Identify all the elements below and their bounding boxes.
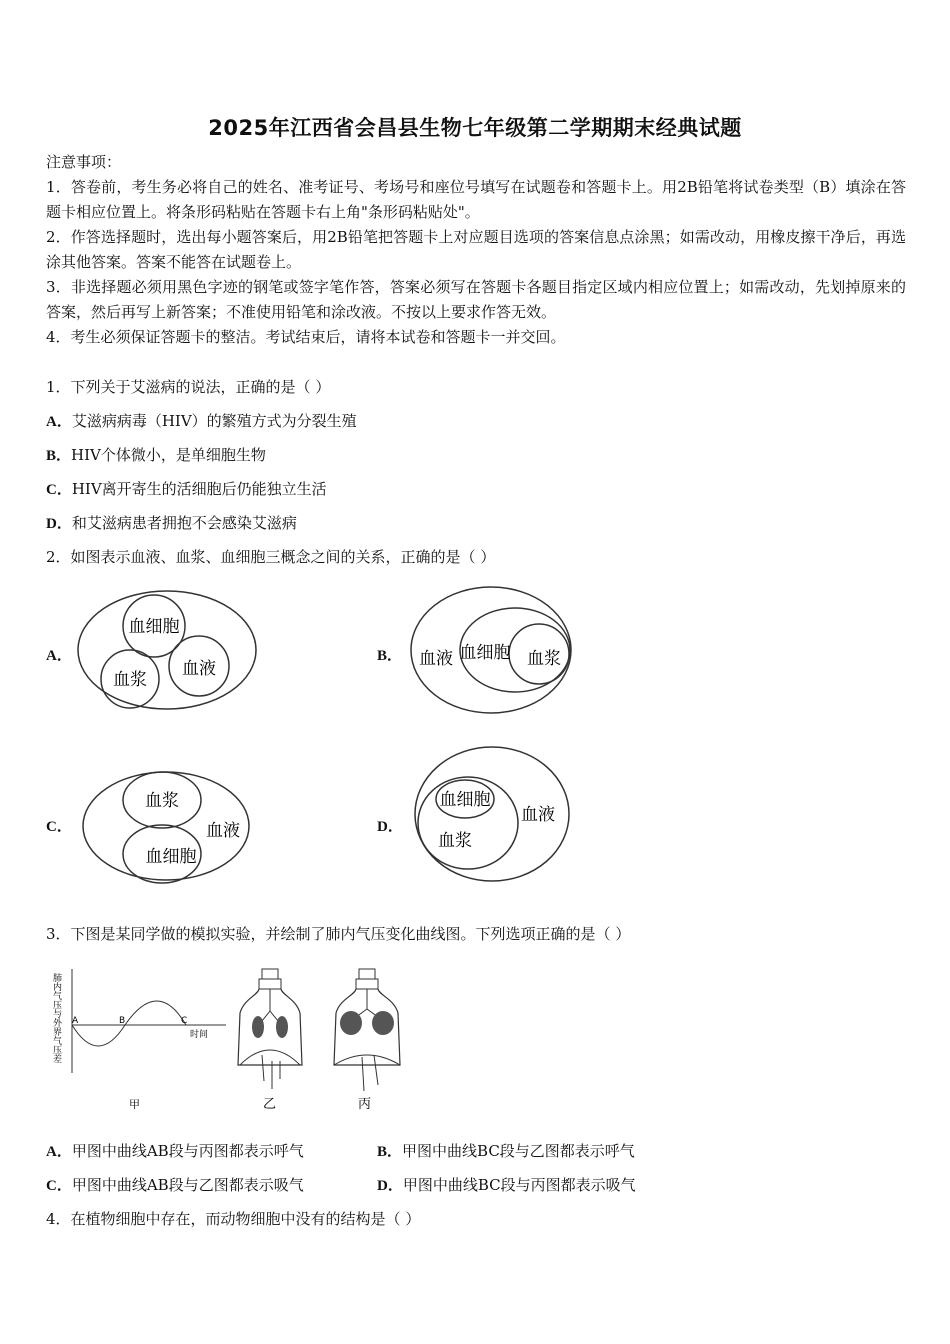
graph-xlabel: 时间 bbox=[190, 1030, 209, 1040]
label-cells: 血细胞 bbox=[145, 847, 197, 867]
q1-option-b[interactable] bbox=[46, 444, 266, 465]
q2-option-d-label[interactable]: D． bbox=[377, 819, 403, 835]
q3-option-a[interactable] bbox=[46, 1140, 304, 1161]
question-1-stem: 1．下列关于艾滋病的说法，正确的是（ ） bbox=[46, 378, 331, 396]
caption-bing: 丙 bbox=[358, 1097, 372, 1112]
point-b: B bbox=[119, 1016, 126, 1026]
note-item: 3．非选择题必须用黑色字迹的钢笔或签字笔作答，答案必须写在答题卡各题目指定区域内相应位置上；如需改动，先划掉原来的答案，然后再写上新答案；不准使用铅笔和涂改液。不按以上要求作答无效。 bbox=[46, 278, 906, 321]
point-a: A bbox=[72, 1016, 79, 1026]
caption-jia: 甲 bbox=[129, 1098, 140, 1111]
graph-ylabel: 肺内气压与外界气压差 bbox=[51, 973, 61, 1063]
label-blood: 血液 bbox=[521, 805, 555, 825]
notes-heading: 注意事项： bbox=[46, 153, 122, 171]
option-text: 甲图中曲线AB段与丙图都表示呼气 bbox=[71, 1142, 304, 1160]
label-plasma: 血浆 bbox=[438, 831, 472, 851]
q2-option-a-label[interactable]: A． bbox=[46, 648, 72, 664]
option-text: 甲图中曲线BC段与丙图都表示吸气 bbox=[402, 1176, 636, 1194]
label-blood: 血液 bbox=[419, 649, 453, 669]
q3-option-d[interactable] bbox=[377, 1174, 636, 1195]
option-label: B． bbox=[377, 1144, 403, 1160]
q3-figure bbox=[48, 965, 428, 1115]
q2-diagram-d[interactable] bbox=[413, 744, 573, 886]
q1-option-d[interactable] bbox=[46, 512, 297, 533]
q2-option-c-label[interactable]: C． bbox=[46, 819, 72, 835]
point-c: C bbox=[181, 1016, 188, 1026]
q2-option-b-label[interactable]: B． bbox=[377, 648, 403, 664]
option-label: C． bbox=[46, 1178, 72, 1194]
question-2-stem: 2．如图表示血液、血浆、血细胞三概念之间的关系，正确的是（ ） bbox=[46, 548, 496, 566]
option-text: 艾滋病病毒（HIV）的繁殖方式为分裂生殖 bbox=[71, 412, 357, 430]
option-text: 和艾滋病患者拥抱不会感染艾滋病 bbox=[71, 514, 297, 532]
option-text: HIV离开寄生的活细胞后仍能独立生活 bbox=[71, 480, 327, 498]
q3-option-c[interactable] bbox=[46, 1174, 304, 1195]
bell-jar-yi bbox=[238, 969, 302, 1112]
option-label: C． bbox=[46, 482, 72, 498]
q3-option-b[interactable] bbox=[377, 1140, 635, 1161]
option-text: 甲图中曲线BC段与乙图都表示呼气 bbox=[402, 1142, 635, 1160]
label-cells: 血细胞 bbox=[128, 617, 180, 637]
label-plasma: 血浆 bbox=[145, 791, 179, 811]
caption-yi: 乙 bbox=[263, 1097, 277, 1112]
question-3-stem: 3．下图是某同学做的模拟实验，并绘制了肺内气压变化曲线图。下列选项正确的是（ ） bbox=[46, 925, 631, 943]
label-blood: 血液 bbox=[182, 659, 216, 679]
option-label: A． bbox=[46, 1144, 72, 1160]
label-blood: 血液 bbox=[206, 821, 240, 841]
question-4-stem: 4．在植物细胞中存在，而动物细胞中没有的结构是（ ） bbox=[46, 1210, 421, 1228]
note-item: 1．答卷前，考生务必将自己的姓名、准考证号、考场号和座位号填写在试题卷和答题卡上。用2B铅笔将试卷类型（B）填涂在答题卡相应位置上。将条形码粘贴在答题卡右上角"条形码粘贴处"。 bbox=[46, 178, 906, 221]
label-plasma: 血浆 bbox=[113, 670, 147, 690]
label-cells: 血细胞 bbox=[439, 790, 491, 810]
bell-jar-bing bbox=[334, 969, 400, 1112]
label-cells: 血细胞 bbox=[459, 643, 511, 663]
option-label: D． bbox=[46, 516, 72, 532]
q1-option-a[interactable] bbox=[46, 410, 357, 431]
notes-section bbox=[46, 150, 906, 350]
option-text: HIV个体微小，是单细胞生物 bbox=[71, 446, 266, 464]
page-title: 2025年江西省会昌县生物七年级第二学期期末经典试题 bbox=[208, 116, 742, 140]
q2-diagram-b[interactable] bbox=[408, 584, 578, 716]
option-label: A． bbox=[46, 414, 72, 430]
pressure-graph bbox=[51, 969, 226, 1111]
q2-diagram-c[interactable] bbox=[80, 768, 255, 888]
q2-diagram-a[interactable] bbox=[75, 588, 260, 713]
option-label: B． bbox=[46, 448, 72, 464]
label-plasma: 血浆 bbox=[527, 649, 561, 669]
note-item: 4．考生必须保证答题卡的整洁。考试结束后，请将本试卷和答题卡一并交回。 bbox=[46, 328, 566, 346]
q1-option-c[interactable] bbox=[46, 478, 327, 499]
note-item: 2．作答选择题时，选出每小题答案后，用2B铅笔把答题卡上对应题目选项的答案信息点涂黑；如需改动，用橡皮擦干净后，再选涂其他答案。答案不能答在试题卷上。 bbox=[46, 228, 906, 271]
option-label: D． bbox=[377, 1178, 403, 1194]
option-text: 甲图中曲线AB段与乙图都表示吸气 bbox=[71, 1176, 304, 1194]
